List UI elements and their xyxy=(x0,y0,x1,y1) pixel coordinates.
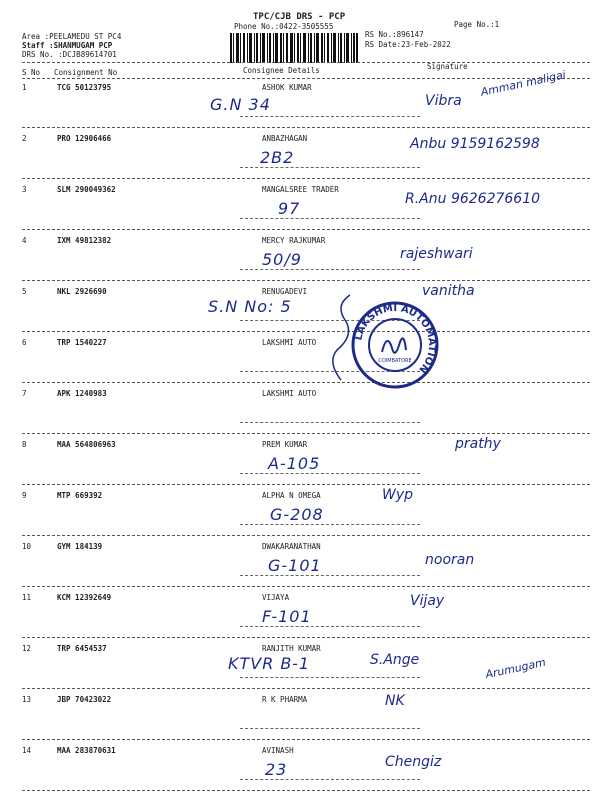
consignment-number: APK 1240983 xyxy=(57,389,107,398)
consignment-number: MAA 564806963 xyxy=(57,440,116,449)
signature-scribble xyxy=(330,290,360,390)
list-item xyxy=(0,283,600,327)
serial-number: 11 xyxy=(22,593,32,602)
handwritten-address: 50/9 xyxy=(262,250,302,269)
row-divider xyxy=(22,535,590,536)
consignee-name: ALPHA N OMEGA xyxy=(262,491,321,500)
col-signature: Signature xyxy=(427,62,468,71)
row-divider xyxy=(22,484,590,485)
list-item xyxy=(0,746,600,786)
handwritten-address: F-101 xyxy=(262,607,312,626)
serial-number: 6 xyxy=(22,338,27,347)
consignee-name: DWAKARANATHAN xyxy=(262,542,321,551)
handwritten-note: Amman maligai xyxy=(479,68,567,99)
serial-number: 12 xyxy=(22,644,32,653)
row-divider xyxy=(22,688,590,689)
address-line xyxy=(240,524,420,525)
col-consignee: Consignee Details xyxy=(243,66,320,75)
handwritten-note: Arumugam xyxy=(484,655,547,682)
handwritten-address: KTVR B-1 xyxy=(228,654,311,673)
row-divider xyxy=(22,433,590,434)
stamp-text: LAKSHMI AUTOMATION xyxy=(353,302,438,375)
list-item xyxy=(0,338,600,378)
rs-date: RS Date:23-Feb-2022 xyxy=(365,40,451,49)
handwritten-signature: R.Anu 9626276610 xyxy=(405,191,541,207)
serial-number: 7 xyxy=(22,389,27,398)
consignee-name: ANBAZHAGAN xyxy=(262,134,308,143)
handwritten-signature: NK xyxy=(385,693,405,709)
serial-number: 10 xyxy=(22,542,32,551)
address-line xyxy=(240,269,420,270)
header-divider-bottom xyxy=(22,78,590,79)
page-number: Page No.:1 xyxy=(454,20,500,29)
handwritten-address: G-101 xyxy=(268,556,322,575)
address-line xyxy=(240,728,420,729)
consignee-name: MANGALSREE TRADER xyxy=(262,185,339,194)
address-line xyxy=(240,167,420,168)
consignment-number: KCM 12392649 xyxy=(57,593,112,602)
rs-number: RS No.:896147 xyxy=(365,30,424,39)
handwritten-address: 23 xyxy=(265,760,288,779)
handwritten-address: S.N No: 5 xyxy=(208,297,292,316)
list-item xyxy=(0,695,600,735)
consignment-number: TCG 50123795 xyxy=(57,83,112,92)
consignee-name: VIJAYA xyxy=(262,593,290,602)
consignment-number: TRP 1540227 xyxy=(57,338,107,347)
row-divider xyxy=(22,637,590,638)
handwritten-address: G.N 34 xyxy=(210,95,271,114)
handwritten-signature: S.Ange xyxy=(370,652,420,668)
consignment-number: MAA 283870631 xyxy=(57,746,116,755)
address-line xyxy=(240,473,420,474)
handwritten-address: 2B2 xyxy=(260,148,295,167)
handwritten-signature: rajeshwari xyxy=(400,246,473,262)
serial-number: 13 xyxy=(22,695,32,704)
handwritten-signature: prathy xyxy=(455,436,501,452)
row-divider xyxy=(22,739,590,740)
handwritten-signature: nooran xyxy=(425,552,475,568)
handwritten-signature: Chengiz xyxy=(385,754,442,770)
staff-label: Staff :SHANMUGAM PCP xyxy=(22,41,113,50)
list-item xyxy=(0,593,600,633)
handwritten-signature: Vibra xyxy=(425,93,462,109)
drs-number: DRS No. :DCJB89614701 xyxy=(22,50,117,59)
consignment-number: SLM 290049362 xyxy=(57,185,116,194)
phone-number: Phone No.:0422-3505555 xyxy=(234,22,334,31)
consignment-number: JBP 70423022 xyxy=(57,695,112,704)
address-line xyxy=(240,218,420,219)
consignment-number: NKL 2926690 xyxy=(57,287,107,296)
handwritten-address: 97 xyxy=(278,199,301,218)
list-item xyxy=(0,134,600,174)
consignee-name: PREM KUMAR xyxy=(262,440,308,449)
area-label: Area :PEELAMEDU ST PC4 xyxy=(22,32,122,41)
handwritten-address: G-208 xyxy=(270,505,324,524)
address-line xyxy=(240,626,420,627)
header-divider xyxy=(22,62,590,63)
list-item xyxy=(0,436,600,480)
consignee-name: AVINASH xyxy=(262,746,294,755)
consignment-number: GYM 184139 xyxy=(57,542,103,551)
document-title: TPC/CJB DRS - PCP xyxy=(253,12,346,22)
col-consignment: Consignment No xyxy=(54,68,118,77)
consignee-name: R K PHARMA xyxy=(262,695,308,704)
row-divider xyxy=(22,586,590,587)
consignee-name: MERCY RAJKUMAR xyxy=(262,236,326,245)
consignment-number: MTP 669392 xyxy=(57,491,103,500)
handwritten-signature: Wyp xyxy=(382,487,414,503)
list-item xyxy=(0,542,600,582)
address-line xyxy=(240,779,420,780)
consignment-number: TRP 6454537 xyxy=(57,644,107,653)
serial-number: 5 xyxy=(22,287,27,296)
serial-number: 9 xyxy=(22,491,27,500)
serial-number: 14 xyxy=(22,746,32,755)
row-divider xyxy=(22,790,590,791)
handwritten-address: A-105 xyxy=(268,454,321,473)
list-item xyxy=(0,185,600,225)
row-divider xyxy=(22,382,590,383)
handwritten-signature: Anbu 9159162598 xyxy=(410,136,540,152)
consignee-name: RANJITH KUMAR xyxy=(262,644,321,653)
consignee-name: LAKSHMI AUTO xyxy=(262,338,317,347)
handwritten-signature: vanitha xyxy=(422,283,475,299)
address-line xyxy=(240,116,420,117)
row-divider xyxy=(22,178,590,179)
row-divider xyxy=(22,229,590,230)
list-item xyxy=(0,236,600,276)
barcode-image xyxy=(230,33,358,63)
address-line xyxy=(240,422,420,423)
serial-number: 4 xyxy=(22,236,27,245)
serial-number: 2 xyxy=(22,134,27,143)
consignment-number: IXM 49812382 xyxy=(57,236,112,245)
row-divider xyxy=(22,331,590,332)
list-item xyxy=(0,389,600,429)
address-line xyxy=(240,677,420,678)
consignment-number: PRO 12906466 xyxy=(57,134,112,143)
consignee-name: ASHOK KUMAR xyxy=(262,83,312,92)
consignee-name: LAKSHMI AUTO xyxy=(262,389,317,398)
serial-number: 3 xyxy=(22,185,27,194)
row-divider xyxy=(22,127,590,128)
row-divider xyxy=(22,280,590,281)
address-line xyxy=(240,575,420,576)
consignee-name: RENUGADEVI xyxy=(262,287,308,296)
handwritten-signature: Vijay xyxy=(410,593,445,609)
list-item xyxy=(0,644,600,684)
col-sno: S No xyxy=(22,68,41,77)
serial-number: 1 xyxy=(22,83,27,92)
list-item xyxy=(0,487,600,531)
serial-number: 8 xyxy=(22,440,27,449)
stamp-subtext: COIMBATORE xyxy=(378,358,412,364)
